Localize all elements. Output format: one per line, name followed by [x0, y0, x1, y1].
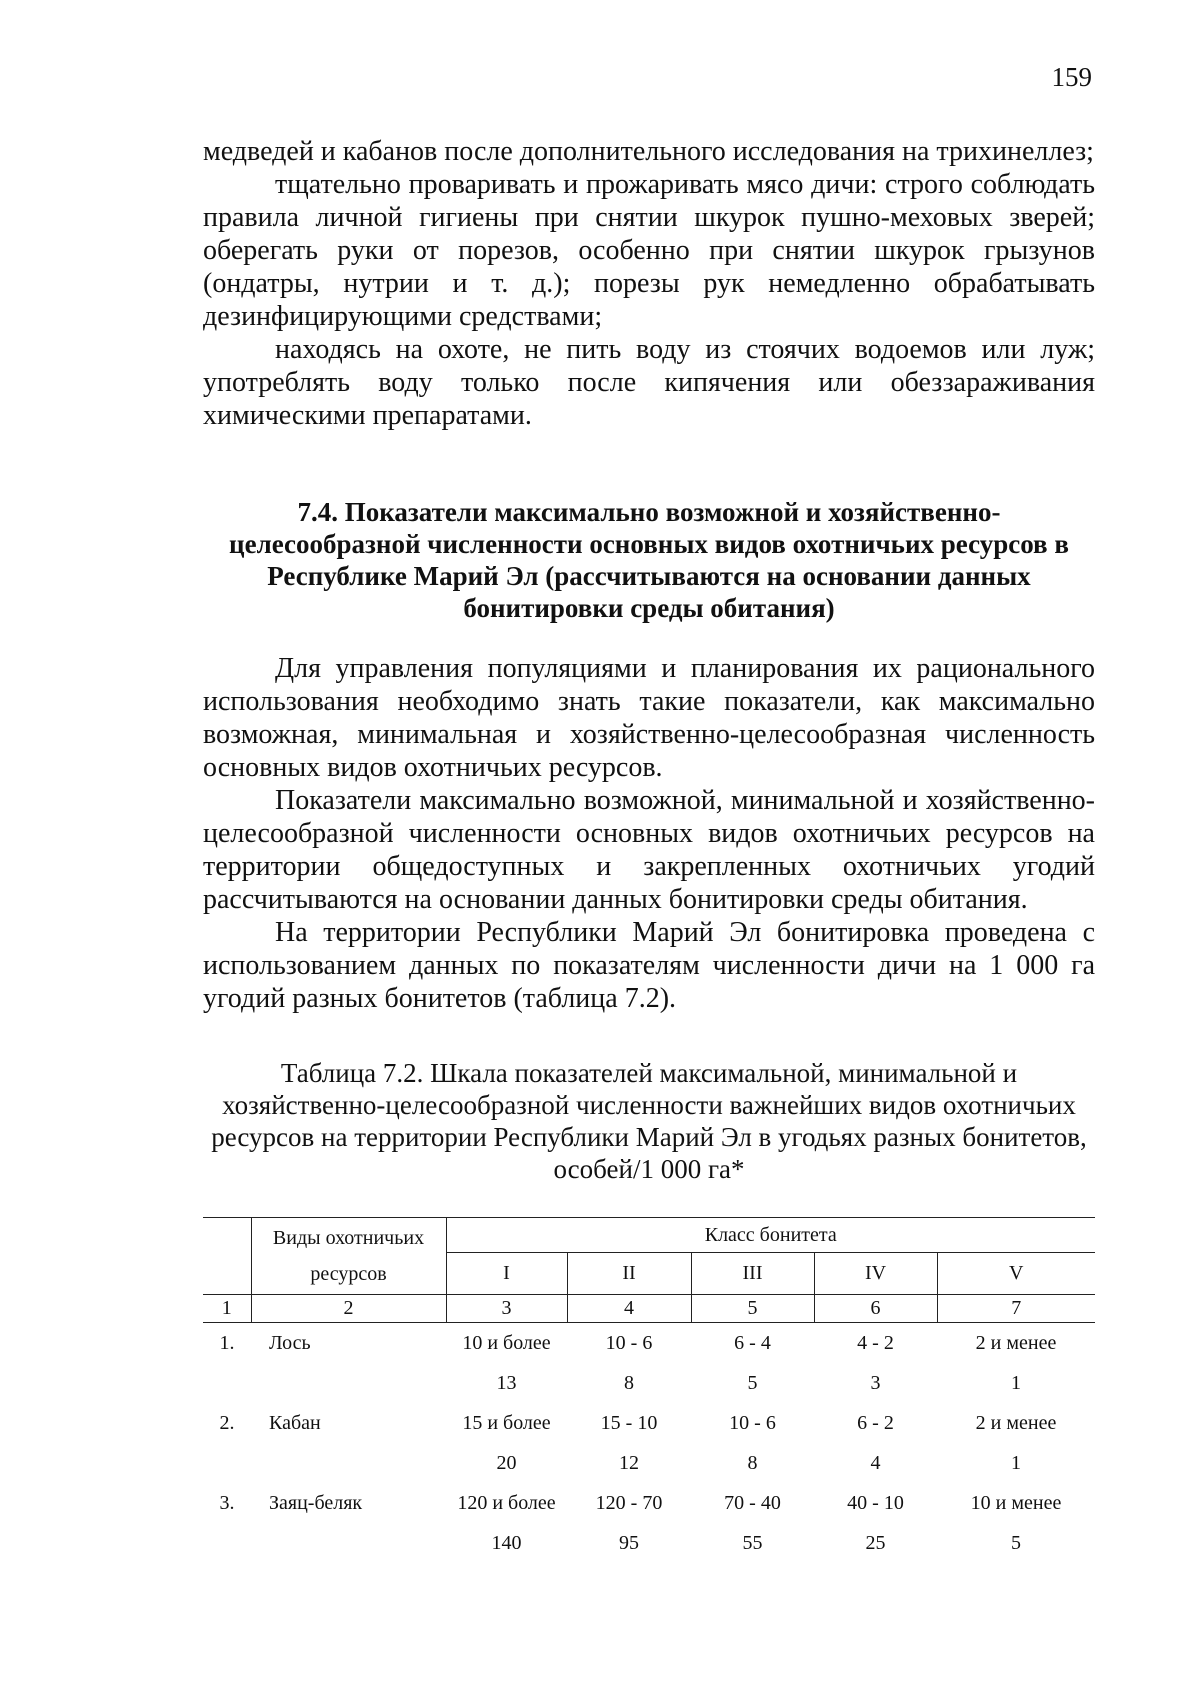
range-cell: 40 - 10 — [847, 1491, 904, 1514]
range-cell: 4 - 2 — [857, 1331, 894, 1354]
column-number: 6 — [814, 1295, 937, 1323]
header-class-3: III — [691, 1253, 814, 1295]
range-cell: 120 и более — [457, 1491, 556, 1514]
species-name: Лось — [269, 1331, 311, 1354]
column-number-row — [203, 1295, 1095, 1323]
value-cell: 1 — [1011, 1451, 1021, 1474]
table-caption: Таблица 7.2. Шкала показателей максимальной, минимальной и хозяйственно-целесообразной численности важнейших видов охотничьих ресурсов на территории Республики Марий Эл в угодьях разных бонитетов, особей/1 000 га* — [211, 1058, 1087, 1184]
table-body — [203, 1323, 1095, 1564]
paragraph: находясь на охоте, не пить воду из стоячих водоемов или луж; употреблять воду только после кипячения или обеззараживания химическими препаратами. — [203, 334, 1095, 431]
value-cell: 4 — [870, 1451, 881, 1474]
column-number: 5 — [691, 1295, 814, 1323]
species-name: Кабан — [269, 1411, 321, 1434]
text-block-hygiene — [203, 135, 1095, 432]
text-block-population — [203, 652, 1095, 1015]
range-cell: 10 - 6 — [605, 1331, 653, 1354]
value-cell: 25 — [865, 1531, 886, 1554]
row-number: 2. — [219, 1411, 235, 1434]
paragraph: На территории Республики Марий Эл бонитировка проведена с использованием данных по показателям численности дичи на 1 000 га угодий разных бонитетов (таблица 7.2). — [203, 917, 1095, 1014]
header-class-4: IV — [814, 1253, 937, 1295]
range-cell: 10 и менее — [970, 1491, 1062, 1514]
value-cell: 140 — [491, 1531, 522, 1554]
column-number: 4 — [567, 1295, 691, 1323]
range-cell: 70 - 40 — [724, 1491, 781, 1514]
table-row — [203, 1483, 1095, 1523]
range-cell: 10 и более — [462, 1331, 551, 1354]
table-row — [203, 1403, 1095, 1443]
paragraph: тщательно проваривать и прожаривать мясо дичи: строго соблюдать правила личной гигиены при снятии шкурок пушно-меховых зверей; оберегать руки от порезов, особенно при снятии шкурок грызунов (ондатры, нутрии и т. д.); порезы рук немедленно обрабатывать дезинфицирующими средствами; — [203, 169, 1095, 332]
row-number: 1. — [219, 1331, 235, 1354]
value-cell: 95 — [619, 1531, 639, 1554]
range-cell: 2 и менее — [975, 1331, 1057, 1354]
value-cell: 13 — [496, 1371, 517, 1394]
section-heading: 7.4. Показатели максимально возможной и хозяйственно-целесообразной численности основных видов охотничьих ресурсов в Республике Марий Эл (рассчитываются на основании данных бонитировки среды обитания) — [229, 497, 1069, 623]
column-number: 3 — [446, 1295, 567, 1323]
row-number: 3. — [219, 1491, 235, 1514]
column-number: 1 — [203, 1295, 251, 1323]
paragraph: Для управления популяциями и планирования их рационального использования необходимо знать такие показатели, как максимально возможная, минимальная и хозяйственно-целесообразная численность основных видов охотничьих ресурсов. — [203, 653, 1095, 783]
value-cell: 55 — [742, 1531, 763, 1554]
bonitet-table — [203, 1217, 1095, 1563]
value-cell: 3 — [870, 1371, 881, 1394]
range-cell: 2 и менее — [975, 1411, 1057, 1434]
range-cell: 120 - 70 — [595, 1491, 663, 1514]
page-number: 159 — [1051, 62, 1092, 92]
header-class-2: II — [567, 1253, 691, 1295]
range-cell: 6 - 2 — [857, 1411, 894, 1434]
range-cell: 6 - 4 — [734, 1331, 771, 1354]
header-class-5: V — [937, 1253, 1095, 1295]
header-species: Виды охотничьих ресурсов — [251, 1218, 446, 1295]
column-number: 7 — [937, 1295, 1095, 1323]
value-cell: 8 — [747, 1451, 758, 1474]
species-name: Заяц-беляк — [269, 1491, 363, 1514]
value-cell: 12 — [619, 1451, 639, 1474]
range-cell: 10 - 6 — [729, 1411, 776, 1434]
paragraph: медведей и кабанов после дополнительного исследования на трихинеллез; — [203, 136, 1094, 167]
header-bonitet-class: Класс бонитета — [446, 1218, 1095, 1253]
paragraph: Показатели максимально возможной, минимальной и хозяйственно-целесообразной численности основных видов охотничьих ресурсов на территории общедоступных и закрепленных охотничьих угодий рассчитываются на основании данных бонитировки среды обитания. — [203, 785, 1095, 915]
range-cell: 15 и более — [462, 1411, 551, 1434]
table-row — [203, 1523, 1095, 1563]
table-row — [203, 1323, 1095, 1364]
header-number-cell — [203, 1218, 251, 1295]
value-cell: 8 — [624, 1371, 634, 1394]
table-row — [203, 1363, 1095, 1403]
header-class-1: I — [446, 1253, 567, 1295]
column-number: 2 — [251, 1295, 446, 1323]
value-cell: 1 — [1011, 1371, 1021, 1394]
range-cell: 15 - 10 — [600, 1411, 658, 1434]
value-cell: 5 — [1011, 1531, 1021, 1554]
table-row — [203, 1443, 1095, 1483]
value-cell: 20 — [496, 1451, 517, 1474]
value-cell: 5 — [747, 1371, 758, 1394]
